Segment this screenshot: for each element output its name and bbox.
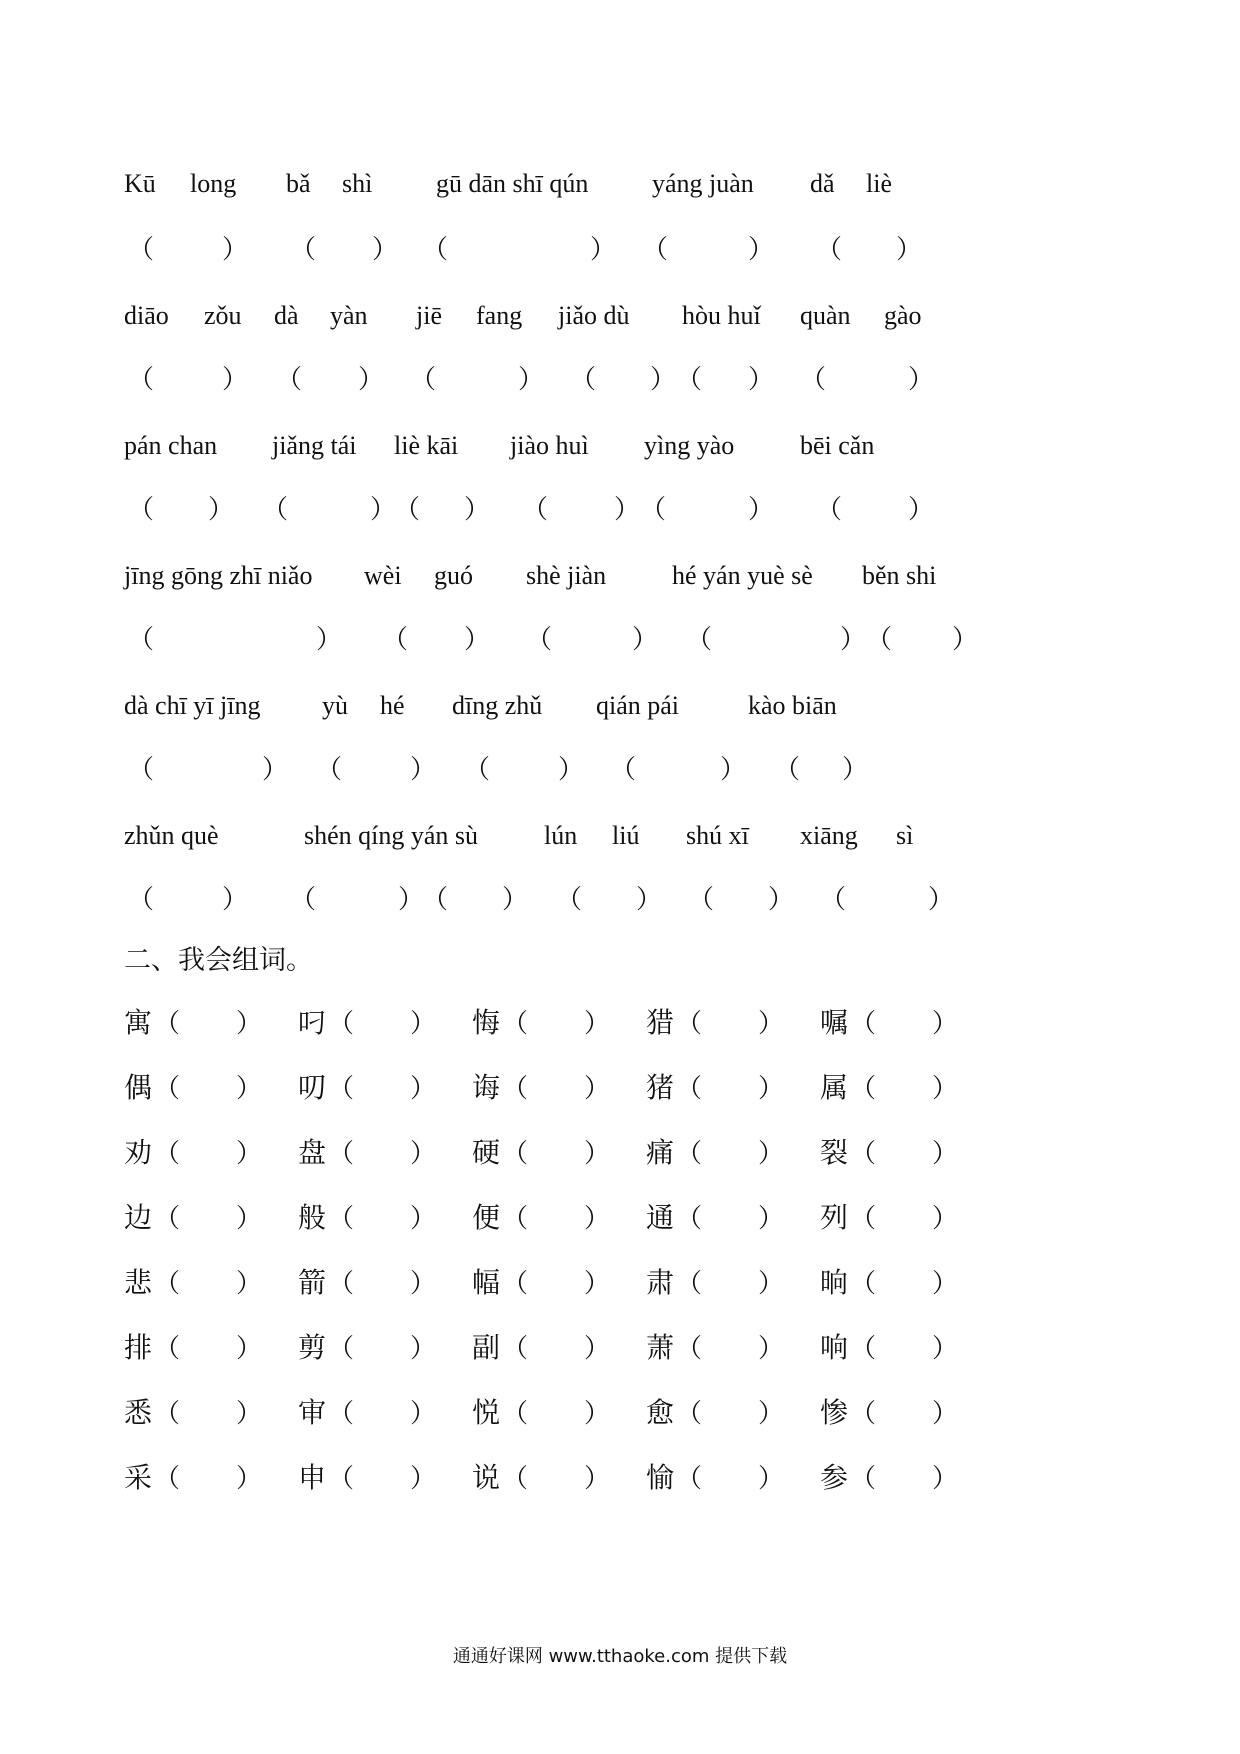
- prompt-character: 盘: [298, 1138, 327, 1169]
- answer-blank-close[interactable]: ）: [410, 755, 437, 784]
- answer-blank-close[interactable]: ）: [410, 1269, 437, 1298]
- answer-blank-open[interactable]: （: [850, 1139, 877, 1168]
- pinyin-word: jīng gōng zhī niǎo: [124, 561, 313, 590]
- answer-row-1: [0, 230, 1240, 270]
- answer-blank-open[interactable]: （: [820, 885, 847, 914]
- answer-blank-open[interactable]: （: [290, 885, 317, 914]
- pinyin-word: yìng yào: [644, 431, 735, 460]
- answer-blank-close[interactable]: ）: [558, 755, 585, 784]
- answer-blank-close[interactable]: ）: [932, 1204, 959, 1233]
- prompt-character: 裂: [820, 1138, 849, 1169]
- answer-blank-close[interactable]: ）: [222, 365, 249, 394]
- char-row: [0, 1199, 1240, 1239]
- prompt-character: 萧: [646, 1333, 675, 1364]
- pinyin-word: lún: [544, 821, 578, 850]
- answer-blank-close[interactable]: ）: [650, 365, 677, 394]
- answer-blank-open[interactable]: （: [774, 755, 801, 784]
- answer-blank-open[interactable]: （: [502, 1334, 529, 1363]
- prompt-character: 剪: [298, 1333, 327, 1364]
- answer-blank-open[interactable]: （: [154, 1399, 181, 1428]
- answer-blank-open[interactable]: （: [316, 755, 343, 784]
- answer-row-3: [0, 490, 1240, 530]
- prompt-character: 肃: [646, 1268, 675, 1299]
- answer-blank-close[interactable]: ）: [932, 1399, 959, 1428]
- pinyin-word: shú xī: [686, 821, 749, 850]
- answer-blank-open[interactable]: （: [686, 625, 713, 654]
- pinyin-word: shén qíng yán sù: [304, 821, 479, 850]
- pinyin-word: shè jiàn: [526, 561, 607, 590]
- answer-blank-close[interactable]: ）: [584, 1269, 611, 1298]
- pinyin-row-4: [0, 556, 1240, 596]
- answer-blank-close[interactable]: ）: [614, 495, 641, 524]
- answer-blank-close[interactable]: ）: [502, 885, 529, 914]
- answer-blank-close[interactable]: ）: [236, 1139, 263, 1168]
- answer-blank-open[interactable]: （: [850, 1009, 877, 1038]
- pinyin-word: kào biān: [748, 691, 837, 720]
- answer-blank-open[interactable]: （: [850, 1074, 877, 1103]
- prompt-character: 叼: [298, 1008, 327, 1039]
- prompt-character: 劝: [124, 1138, 153, 1169]
- pinyin-word: dà chī yī jīng: [124, 691, 261, 720]
- pinyin-word: bǎ: [286, 169, 311, 198]
- answer-blank-close[interactable]: ）: [464, 495, 491, 524]
- answer-blank-close[interactable]: ）: [370, 495, 397, 524]
- prompt-character: 悔: [472, 1008, 501, 1039]
- answer-blank-open[interactable]: （: [800, 365, 827, 394]
- answer-row-2: [0, 360, 1240, 400]
- answer-blank-close[interactable]: ）: [236, 1269, 263, 1298]
- answer-blank-open[interactable]: （: [154, 1334, 181, 1363]
- answer-blank-open[interactable]: （: [850, 1204, 877, 1233]
- answer-blank-close[interactable]: ）: [758, 1399, 785, 1428]
- answer-blank-close[interactable]: ）: [236, 1464, 263, 1493]
- pinyin-word: wèi: [364, 561, 402, 590]
- char-row: [0, 1069, 1240, 1109]
- answer-blank-close[interactable]: ）: [464, 625, 491, 654]
- answer-blank-open[interactable]: （: [676, 365, 703, 394]
- answer-blank-open[interactable]: （: [154, 1074, 181, 1103]
- section-two-title: 二、我会组词。: [124, 945, 313, 975]
- prompt-character: 惨: [820, 1398, 849, 1429]
- page-footer: 通通好课网 www.tthaoke.com 提供下载: [452, 1646, 788, 1667]
- prompt-character: 边: [124, 1203, 153, 1234]
- prompt-character: 硬: [472, 1138, 501, 1169]
- prompt-character: 嘱: [820, 1008, 849, 1039]
- answer-blank-close[interactable]: ）: [636, 885, 663, 914]
- pinyin-row-1: [0, 164, 1240, 204]
- answer-blank-close[interactable]: ）: [908, 495, 935, 524]
- answer-blank-close[interactable]: ）: [584, 1074, 611, 1103]
- answer-blank-close[interactable]: ）: [316, 625, 343, 654]
- answer-blank-open[interactable]: （: [676, 1009, 703, 1038]
- pinyin-row-6: [0, 816, 1240, 856]
- pinyin-word: zhǔn què: [124, 821, 219, 850]
- answer-blank-close[interactable]: ）: [410, 1074, 437, 1103]
- answer-blank-open[interactable]: （: [676, 1464, 703, 1493]
- prompt-character: 般: [298, 1203, 327, 1234]
- prompt-character: 寓: [124, 1008, 153, 1039]
- pinyin-word: hòu huǐ: [682, 301, 761, 330]
- answer-blank-close[interactable]: ）: [748, 495, 775, 524]
- pinyin-word: zǒu: [204, 301, 242, 330]
- answer-blank-open[interactable]: （: [866, 625, 893, 654]
- pinyin-word: bēi cǎn: [800, 431, 875, 460]
- answer-blank-close[interactable]: ）: [584, 1009, 611, 1038]
- answer-blank-open[interactable]: （: [502, 1204, 529, 1233]
- pinyin-row-3: [0, 426, 1240, 466]
- answer-blank-open[interactable]: （: [502, 1269, 529, 1298]
- answer-blank-close[interactable]: ）: [410, 1334, 437, 1363]
- prompt-character: 列: [820, 1203, 849, 1234]
- answer-blank-close[interactable]: ）: [758, 1269, 785, 1298]
- prompt-character: 痛: [646, 1138, 675, 1169]
- char-row: [0, 1264, 1240, 1304]
- answer-blank-open[interactable]: （: [676, 1399, 703, 1428]
- prompt-character: 便: [472, 1203, 501, 1234]
- answer-blank-close[interactable]: ）: [632, 625, 659, 654]
- answer-blank-close[interactable]: ）: [584, 1464, 611, 1493]
- answer-blank-open[interactable]: （: [502, 1074, 529, 1103]
- prompt-character: 响: [820, 1333, 849, 1364]
- answer-blank-close[interactable]: ）: [720, 755, 747, 784]
- pinyin-word: yáng juàn: [652, 169, 754, 198]
- answer-blank-close[interactable]: ）: [932, 1269, 959, 1298]
- answer-blank-open[interactable]: （: [154, 1464, 181, 1493]
- answer-blank-close[interactable]: ）: [222, 235, 249, 264]
- answer-blank-open[interactable]: （: [642, 235, 669, 264]
- pinyin-word: Kū: [124, 169, 156, 198]
- answer-blank-open[interactable]: （: [688, 885, 715, 914]
- prompt-character: 悦: [472, 1398, 501, 1429]
- answer-blank-close[interactable]: ）: [758, 1139, 785, 1168]
- answer-blank-close[interactable]: ）: [236, 1399, 263, 1428]
- answer-blank-open[interactable]: （: [502, 1399, 529, 1428]
- answer-blank-open[interactable]: （: [422, 885, 449, 914]
- prompt-character: 采: [124, 1463, 153, 1494]
- answer-blank-close[interactable]: ）: [932, 1009, 959, 1038]
- prompt-character: 猎: [646, 1008, 675, 1039]
- pinyin-word: jiē: [416, 301, 442, 330]
- answer-blank-close[interactable]: ）: [748, 365, 775, 394]
- answer-blank-open[interactable]: （: [816, 495, 843, 524]
- prompt-character: 属: [820, 1073, 849, 1104]
- answer-blank-close[interactable]: ）: [410, 1139, 437, 1168]
- answer-blank-open[interactable]: （: [502, 1139, 529, 1168]
- answer-blank-open[interactable]: （: [128, 625, 155, 654]
- answer-blank-open[interactable]: （: [154, 1009, 181, 1038]
- answer-blank-close[interactable]: ）: [372, 235, 399, 264]
- pinyin-word: dīng zhǔ: [452, 691, 543, 720]
- answer-blank-close[interactable]: ）: [410, 1204, 437, 1233]
- answer-blank-close[interactable]: ）: [908, 365, 935, 394]
- answer-blank-open[interactable]: （: [522, 495, 549, 524]
- answer-blank-close[interactable]: ）: [590, 235, 617, 264]
- answer-blank-open[interactable]: （: [394, 495, 421, 524]
- answer-blank-close[interactable]: ）: [758, 1464, 785, 1493]
- answer-blank-close[interactable]: ）: [584, 1204, 611, 1233]
- answer-blank-close[interactable]: ）: [410, 1464, 437, 1493]
- answer-blank-open[interactable]: （: [464, 755, 491, 784]
- pinyin-word: jiào huì: [510, 431, 589, 460]
- answer-blank-open[interactable]: （: [422, 235, 449, 264]
- answer-blank-close[interactable]: ）: [262, 755, 289, 784]
- pinyin-word: liè kāi: [394, 431, 459, 460]
- pinyin-row-5: [0, 686, 1240, 726]
- answer-blank-open[interactable]: （: [526, 625, 553, 654]
- prompt-character: 幅: [472, 1268, 501, 1299]
- pinyin-word: yàn: [330, 301, 368, 330]
- answer-blank-close[interactable]: ）: [952, 625, 979, 654]
- answer-blank-close[interactable]: ）: [932, 1074, 959, 1103]
- pinyin-word: guó: [434, 561, 473, 590]
- answer-blank-open[interactable]: （: [850, 1399, 877, 1428]
- answer-blank-open[interactable]: （: [502, 1009, 529, 1038]
- answer-row-5: [0, 750, 1240, 790]
- answer-blank-close[interactable]: ）: [358, 365, 385, 394]
- pinyin-row-2: [0, 296, 1240, 336]
- pinyin-word: jiǎo dù: [558, 301, 630, 330]
- char-row: [0, 1004, 1240, 1044]
- char-row: [0, 1459, 1240, 1499]
- prompt-character: 愈: [646, 1398, 675, 1429]
- answer-blank-open[interactable]: （: [328, 1204, 355, 1233]
- answer-blank-close[interactable]: ）: [932, 1139, 959, 1168]
- prompt-character: 愉: [646, 1463, 675, 1494]
- pinyin-word: xiāng: [800, 821, 858, 850]
- char-row: [0, 1134, 1240, 1174]
- answer-blank-open[interactable]: （: [328, 1074, 355, 1103]
- answer-blank-open[interactable]: （: [410, 365, 437, 394]
- answer-blank-open[interactable]: （: [128, 365, 155, 394]
- answer-blank-open[interactable]: （: [556, 885, 583, 914]
- pinyin-word: hé yán yuè sè: [672, 561, 813, 590]
- answer-blank-open[interactable]: （: [262, 495, 289, 524]
- prompt-character: 参: [820, 1463, 849, 1494]
- answer-blank-close[interactable]: ）: [398, 885, 425, 914]
- answer-blank-open[interactable]: （: [382, 625, 409, 654]
- answer-blank-open[interactable]: （: [850, 1464, 877, 1493]
- answer-blank-open[interactable]: （: [850, 1334, 877, 1363]
- prompt-character: 晌: [820, 1268, 849, 1299]
- pinyin-word: qián pái: [596, 691, 680, 720]
- pinyin-word: liè: [866, 169, 892, 198]
- answer-blank-close[interactable]: ）: [758, 1334, 785, 1363]
- prompt-character: 箭: [298, 1268, 327, 1299]
- answer-blank-open[interactable]: （: [816, 235, 843, 264]
- answer-blank-open[interactable]: （: [328, 1269, 355, 1298]
- answer-blank-open[interactable]: （: [328, 1464, 355, 1493]
- pinyin-word: gào: [884, 301, 922, 330]
- answer-blank-open[interactable]: （: [676, 1139, 703, 1168]
- pinyin-word: gū dān shī qún: [436, 169, 589, 198]
- answer-blank-open[interactable]: （: [154, 1204, 181, 1233]
- answer-blank-close[interactable]: ）: [410, 1399, 437, 1428]
- prompt-character: 悉: [124, 1398, 153, 1429]
- answer-blank-open[interactable]: （: [328, 1334, 355, 1363]
- prompt-character: 悲: [124, 1268, 153, 1299]
- answer-blank-open[interactable]: （: [290, 235, 317, 264]
- answer-blank-open[interactable]: （: [276, 365, 303, 394]
- answer-blank-open[interactable]: （: [676, 1074, 703, 1103]
- answer-blank-close[interactable]: ）: [236, 1009, 263, 1038]
- answer-blank-close[interactable]: ）: [236, 1074, 263, 1103]
- answer-blank-open[interactable]: （: [128, 495, 155, 524]
- pinyin-word: dǎ: [810, 169, 835, 198]
- answer-blank-close[interactable]: ）: [410, 1009, 437, 1038]
- pinyin-word: fang: [476, 301, 523, 330]
- pinyin-word: diāo: [124, 301, 169, 330]
- answer-blank-close[interactable]: ）: [208, 495, 235, 524]
- pinyin-word: sì: [896, 821, 914, 850]
- answer-blank-close[interactable]: ）: [236, 1204, 263, 1233]
- answer-blank-open[interactable]: （: [570, 365, 597, 394]
- answer-blank-close[interactable]: ）: [222, 885, 249, 914]
- pinyin-word: shì: [342, 169, 373, 198]
- answer-blank-close[interactable]: ）: [932, 1334, 959, 1363]
- pinyin-word: yù: [322, 691, 348, 720]
- pinyin-word: long: [190, 169, 237, 198]
- pinyin-word: hé: [380, 691, 405, 720]
- prompt-character: 叨: [298, 1073, 327, 1104]
- answer-blank-close[interactable]: ）: [928, 885, 955, 914]
- pinyin-word: jiǎng tái: [272, 431, 357, 460]
- answer-blank-close[interactable]: ）: [584, 1139, 611, 1168]
- pinyin-word: dà: [274, 301, 299, 330]
- answer-blank-close[interactable]: ）: [768, 885, 795, 914]
- answer-blank-open[interactable]: （: [850, 1269, 877, 1298]
- prompt-character: 诲: [472, 1073, 501, 1104]
- answer-row-6: [0, 880, 1240, 920]
- pinyin-word: liú: [612, 821, 640, 850]
- answer-blank-open[interactable]: （: [610, 755, 637, 784]
- answer-blank-open[interactable]: （: [328, 1009, 355, 1038]
- answer-blank-open[interactable]: （: [328, 1399, 355, 1428]
- answer-blank-open[interactable]: （: [640, 495, 667, 524]
- answer-blank-open[interactable]: （: [154, 1269, 181, 1298]
- answer-blank-close[interactable]: ）: [758, 1204, 785, 1233]
- char-row: [0, 1329, 1240, 1369]
- answer-blank-close[interactable]: ）: [584, 1334, 611, 1363]
- prompt-character: 申: [298, 1463, 327, 1494]
- answer-row-4: [0, 620, 1240, 660]
- answer-blank-open[interactable]: （: [128, 885, 155, 914]
- answer-blank-open[interactable]: （: [154, 1139, 181, 1168]
- pinyin-word: quàn: [800, 301, 851, 330]
- answer-blank-open[interactable]: （: [676, 1334, 703, 1363]
- answer-blank-open[interactable]: （: [128, 755, 155, 784]
- prompt-character: 审: [298, 1398, 327, 1429]
- prompt-character: 说: [472, 1463, 501, 1494]
- pinyin-word: pán chan: [124, 431, 218, 460]
- answer-blank-close[interactable]: ）: [758, 1009, 785, 1038]
- answer-blank-close[interactable]: ）: [236, 1334, 263, 1363]
- answer-blank-open[interactable]: （: [128, 235, 155, 264]
- prompt-character: 偶: [124, 1073, 153, 1104]
- answer-blank-open[interactable]: （: [502, 1464, 529, 1493]
- prompt-character: 排: [124, 1333, 153, 1364]
- pinyin-word: běn shi: [862, 561, 937, 590]
- char-row: [0, 1394, 1240, 1434]
- prompt-character: 通: [646, 1203, 675, 1234]
- answer-blank-open[interactable]: （: [676, 1204, 703, 1233]
- answer-blank-close[interactable]: ）: [518, 365, 545, 394]
- answer-blank-open[interactable]: （: [328, 1139, 355, 1168]
- answer-blank-close[interactable]: ）: [896, 235, 923, 264]
- answer-blank-close[interactable]: ）: [758, 1074, 785, 1103]
- answer-blank-close[interactable]: ）: [932, 1464, 959, 1493]
- answer-blank-close[interactable]: ）: [840, 625, 867, 654]
- answer-blank-close[interactable]: ）: [748, 235, 775, 264]
- answer-blank-close[interactable]: ）: [842, 755, 869, 784]
- answer-blank-open[interactable]: （: [676, 1269, 703, 1298]
- answer-blank-close[interactable]: ）: [584, 1399, 611, 1428]
- prompt-character: 猪: [646, 1073, 675, 1104]
- prompt-character: 副: [472, 1333, 501, 1364]
